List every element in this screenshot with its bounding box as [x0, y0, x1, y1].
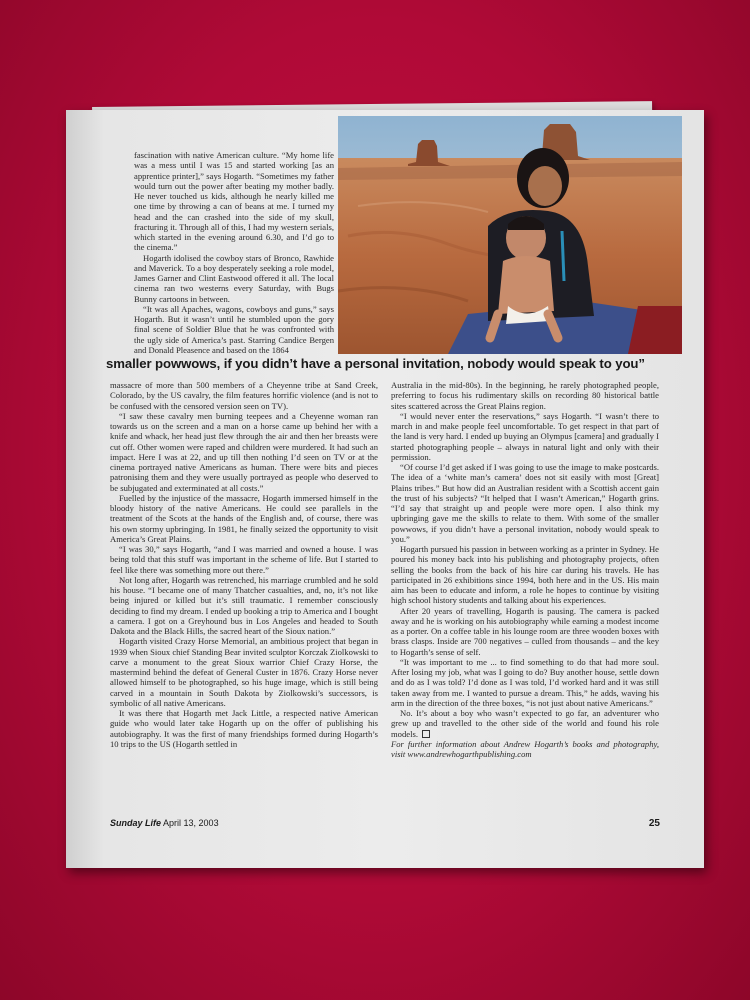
- paragraph: “I was 30,” says Hogarth, “and I was married and owned a house. I was being told that this stuff was important in the scheme of life. But I started to feel like there was something more out there.”: [110, 544, 378, 575]
- intro-column: [134, 150, 334, 355]
- right-column: [391, 380, 659, 759]
- paragraph: After 20 years of travelling, Hogarth is pausing. The camera is packed away and he is working on his autobiography while earning a modest income as a porter. On a coffee table in his lounge room are three wooden boxes with brass clasps. Inside are 700 negatives – culled from thousands – and the key to Hogarth’s sense of self.: [391, 605, 659, 657]
- paragraph: “I saw these cavalry men burning teepees and a Cheyenne woman ran towards us on the screen and a man on a horse came up behind her with a knife and whack, her head just flew through the air and then her breasts were cut off. Other women were raped and children were murdered. It had such an impact. Here I was at 22, and up till then nothing I’d seen on TV or at the cinema portrayed native Americans as human. There were bits and pieces patronising them and they were usually portrayed as people who deserved to be subjugated and exterminated at all costs.”: [110, 410, 378, 493]
- paragraph: “Of course I’d get asked if I was going to use the image to make postcards. The idea of a ‘white man’s camera’ does not sit easily with most [Great] Plains tribes.” But how did an Australian resident with a Scottish accent gain the trust of his subjects? “It helped that I wasn’t American,” Hogarth grins. “I’d say that straight up and people were more open. I also think my upbringing gave me the skills to relate to them. With some of the smaller powwows, if you didn’t have a personal invitation, nobody would speak to you.”: [391, 462, 659, 544]
- pull-quote: smaller powwows, if you didn’t have a personal invitation, nobody would speak to you”: [106, 356, 645, 371]
- paragraph-last: [391, 708, 659, 739]
- paragraph: fascination with native American culture. “My home life was a mess until I was 15 and started working [as an apprentice printer],” says Hogarth. “Sometimes my father would turn out the power after beating my mother badly. He never touched us kids, although he nearly killed me one time by throwing a can of beans at me. I turned my head and the can crashed into the side of my skull, fracturing it. Through all of this, I had my western serials, which started in the evening around 6.30, and I’d go to the cinema.”: [134, 150, 334, 253]
- paragraph: “It was all Apaches, wagons, cowboys and guns,” says Hogarth. But it wasn’t until he stumbled upon the gory final scene of Soldier Blue that he was confronted with the ugly side of America’s past. Starring Candice Bergen and Donald Pleasence and based on the 1864: [134, 303, 334, 355]
- last-paragraph-text: No. It’s about a boy who wasn’t expected to go far, an adventurer who grew up and travelled to the other side of the world and found his role models.: [391, 708, 659, 739]
- paragraph: It was there that Hogarth met Jack Little, a respected native American guide who would later take Hogarth up on the offer of publishing his autobiography. It was the first of many friendships formed during Hogarth’s 10 trips to the US (Hogarth settled in: [110, 708, 378, 749]
- page-number: 25: [648, 818, 660, 829]
- photo-illustration: [338, 116, 682, 354]
- issue-date: April 13, 2003: [163, 818, 219, 828]
- paragraph: Not long after, Hogarth was retrenched, his marriage crumbled and he sold his house. “I became one of many Thatcher casualties, and, no, it’s not like being injured or killed but it’s still traumatic. I remember consciously deciding to find my dream. I ended up booking a trip to America and I bought a camera. I got on a Greyhound bus in Los Angeles and headed to South Dakota and the Black Hills, the sacred heart of the Sioux nation.”: [110, 574, 378, 636]
- magazine-name: Sunday Life: [110, 818, 162, 828]
- magazine-page: [66, 110, 704, 868]
- paragraph: Hogarth visited Crazy Horse Memorial, an ambitious project that began in 1939 when Sioux chief Standing Bear invited sculptor Korczak Ziolkowski to carve a monument to the great Sioux warrior Chief Crazy Horse, the mastermind behind the defeat of General Custer in 1876. Crazy Horse never allowed himself to be photographed, so his huge image, which is still being carved in a mountain in South Dakota by Ziolkowski’s successors, is symbolic of all native Americans.: [110, 636, 378, 708]
- end-mark-icon: [422, 730, 430, 738]
- page-footer: [110, 818, 660, 828]
- paragraph: massacre of more than 500 members of a Cheyenne tribe at Sand Creek, Colorado, by the US cavalry, the film features horrific violence (and is not to be confused with the censored version seen on TV).: [110, 380, 378, 411]
- paragraph: Australia in the mid-80s). In the beginning, he rarely photographed people, preferring to focus his rudimentary skills on recording 80 historical battle sites scattered across the Great Plains region.: [391, 380, 659, 411]
- photograph-monument-valley-children: [338, 116, 682, 354]
- paragraph: “I would never enter the reservations,” says Hogarth. “I wasn’t there to march in and make people feel uncomfortable. To get respect in that part of the land is very hard. I ended up buying an Olympus [camera] and gradually I started photographing people – always in natural light and only with their permission.: [391, 410, 659, 462]
- paragraph: Fuelled by the injustice of the massacre, Hogarth immersed himself in the bloody history of the native Americans. He could see parallels in the treatment of the Scots at the hands of the English and, of course, there was his own stormy upbringing. In 1981, he finally seized the opportunity to visit America’s Great Plains.: [110, 492, 378, 544]
- paragraph: Hogarth pursued his passion in between working as a printer in Sydney. He poured his money back into his publishing and photography projects, often selling the books from the back of his hire car during his travels. He has participated in 26 exhibitions since 1994, both here and in the US. His main aim has been to educate and inform, a role he hopes to continue by visiting high school history students and talking about his experiences.: [391, 544, 659, 606]
- paragraph: “It was important to me ... to find something to do that had more soul. After losing my job, what was I going to do? Buy another house, settle down and do as I was told? I’d done as I was told, I’d worked hard and it was still taken away from me. I wanted to pursue a dream. This,” he adds, waving his arm in the direction of the three boxes, “is not just about native Americans.”: [391, 656, 659, 708]
- left-column: [110, 380, 378, 749]
- credit-line: For further information about Andrew Hogarth’s books and photography, visit www.andrewhogarthpublishing.com: [391, 738, 659, 759]
- paragraph: Hogarth idolised the cowboy stars of Bronco, Rawhide and Maverick. To a boy desperately seeking a role model, James Garner and Clint Eastwood offered it all. The local cinema ran two westerns every Saturday, with Bugs Bunny cartoons in between.: [134, 252, 334, 304]
